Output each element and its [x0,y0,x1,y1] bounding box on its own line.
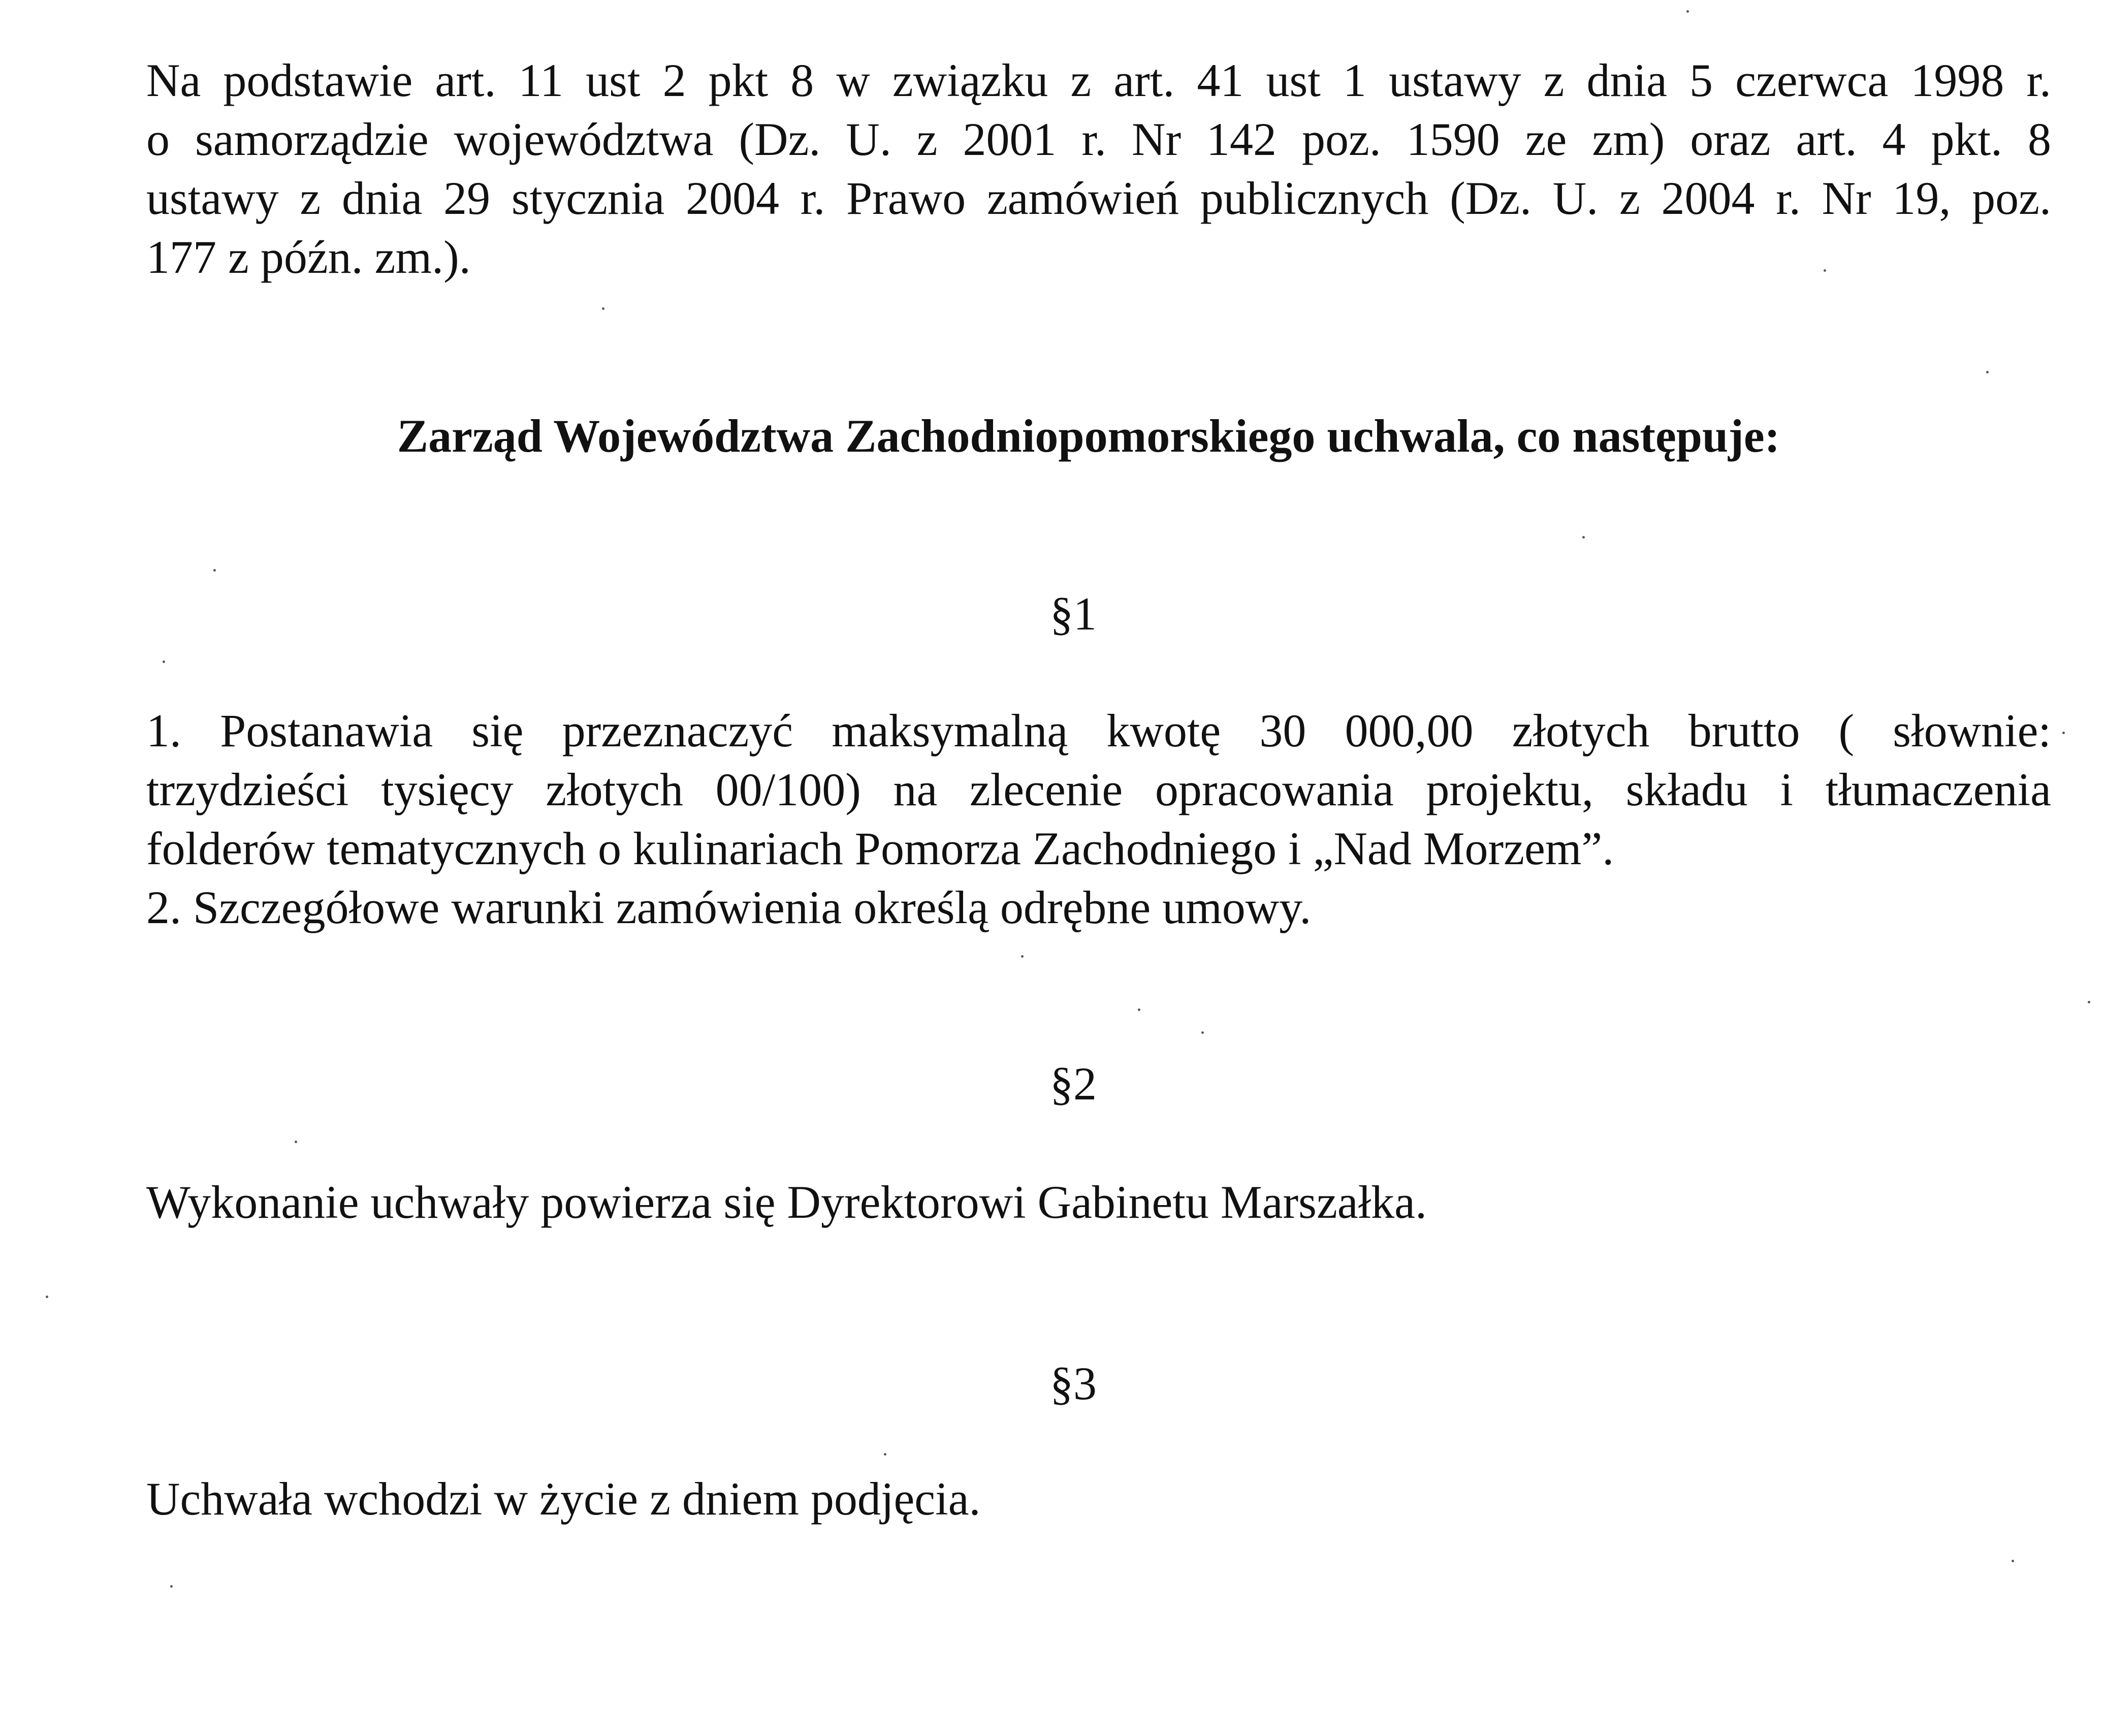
legal-basis-line: 177 z późn. zm.). [146,231,471,283]
section-1-line: folderów tematycznych o kulinariach Pomorza Zachodniego i „Nad Morzem”. [146,823,1614,874]
section-mark-1: §1 [1050,588,1097,640]
section-1-paragraph [146,701,2051,878]
section-2-text: Wykonanie uchwały powierza się Dyrektorowi Gabinetu Marszałka. [146,1176,1427,1228]
scan-speck [1021,955,1024,958]
scan-speck [46,1296,48,1298]
legal-basis-line: Na podstawie art. 11 ust 2 pkt 8 w związku z art. 41 ust 1 ustawy z dnia 5 czerwca 1998 r. [146,54,2051,106]
section-1-item-2: 2. Szczegółowe warunki zamówienia określą odrębne umowy. [146,881,1312,933]
scan-speck [1686,10,1689,13]
section-mark-3: §3 [1050,1358,1097,1409]
scan-speck [602,307,604,310]
scan-speck [295,1141,297,1143]
scan-speck [213,569,216,572]
scan-speck [1986,371,1989,373]
section-1-line: trzydzieści tysięcy złotych 00/100) na zlecenie opracowania projektu, składu i tłumaczenia [146,764,2051,815]
scan-speck [1824,269,1826,272]
scan-speck [2012,1560,2014,1562]
scan-speck [170,1585,173,1588]
scan-speck [1201,1031,1204,1034]
scan-speck [163,660,165,663]
scan-speck [2088,1001,2090,1003]
section-1-line: 1. Postanawia się przeznaczyć maksymalną kwotę 30 000,00 złotych brutto ( słownie: [146,705,2051,756]
section-mark-2: §2 [1050,1058,1097,1110]
resolution-heading: Zarząd Województwa Zachodniopomorskiego uchwala, co następuje: [397,410,1780,462]
section-3-text: Uchwała wchodzi w życie z dniem podjęcia. [146,1473,981,1525]
scan-speck [2062,732,2065,734]
legal-basis-line: o samorządzie województwa (Dz. U. z 2001 r. Nr 142 poz. 1590 ze zm) oraz art. 4 pkt. 8 [146,113,2051,165]
legal-basis-paragraph [146,51,2051,287]
scan-speck [1138,1008,1140,1011]
scan-speck [1582,536,1585,539]
legal-basis-line: ustawy z dnia 29 stycznia 2004 r. Prawo zamówień publicznych (Dz. U. z 2004 r. Nr 19, poz. [146,172,2051,224]
scan-speck [884,1453,886,1456]
